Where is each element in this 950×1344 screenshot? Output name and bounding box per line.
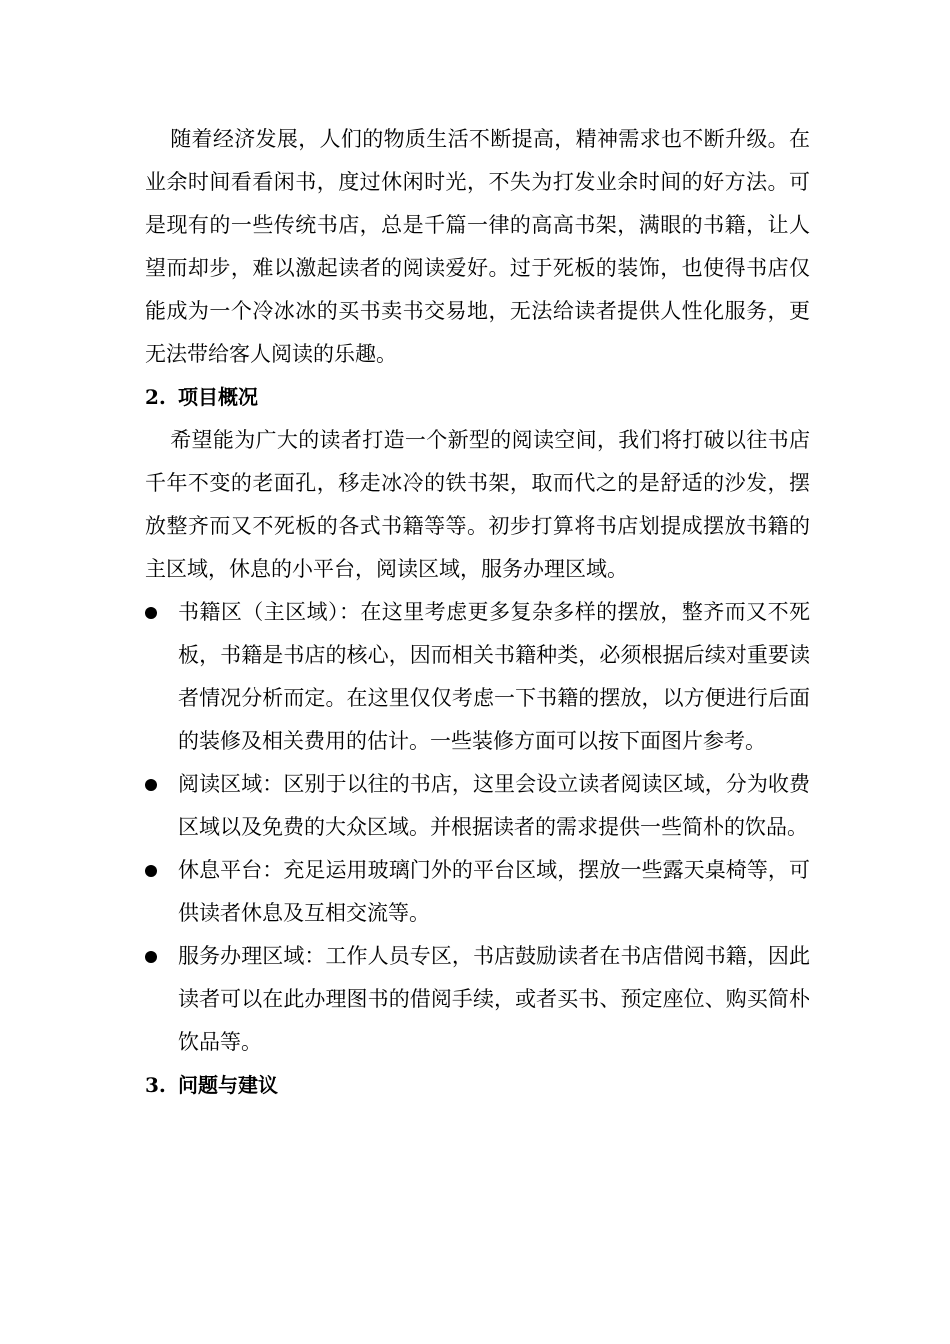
bullet-item-reading-area <box>145 763 810 849</box>
section-2-title: 项目概况 <box>178 385 258 409</box>
bullet-dot-icon <box>145 865 157 877</box>
bullet-dot-icon <box>145 607 157 619</box>
section-2-paragraph: 希望能为广大的读者打造一个新型的阅读空间，我们将打破以往书店千年不变的老面孔，移走冰冷的铁书架，取而代之的是舒适的沙发，摆放整齐而又不死板的各式书籍等等。初步打算将书店划提成摆放书籍的主区域，休息的小平台，阅读区域，服务办理区域。 <box>145 428 810 581</box>
bullet-text: 休息平台：充足运用玻璃门外的平台区域，摆放一些露天桌椅等，可供读者休息及互相交流等。 <box>178 858 810 925</box>
bullet-item-service-area <box>145 935 810 1064</box>
bullet-text: 阅读区域：区别于以往的书店，这里会设立读者阅读区域，分为收费区域以及免费的大众区域。并根据读者的需求提供一些简朴的饮品。 <box>178 772 810 839</box>
section-2-bullet-list <box>145 591 810 1064</box>
bullet-dot-icon <box>145 779 157 791</box>
bullet-dot-icon <box>145 951 157 963</box>
section-2-heading <box>145 376 810 419</box>
bullet-text: 书籍区（主区域）：在这里考虑更多复杂多样的摆放，整齐而又不死板，书籍是书店的核心，因而相关书籍种类，必须根据后续对重要读者情况分析而定。在这里仅仅考虑一下书籍的摆放，以方便进行后面的装修及相关费用的估计。一些装修方面可以按下面图片参考。 <box>178 600 810 753</box>
intro-paragraph: 随着经济发展，人们的物质生活不断提高，精神需求也不断升级。在业余时间看看闲书，度过休闲时光，不失为打发业余时间的好方法。可是现有的一些传统书店，总是千篇一律的高高书架，满眼的书籍，让人望而却步，难以激起读者的阅读爱好。过于死板的装饰，也使得书店仅能成为一个冷冰冰的买书卖书交易地，无法给读者提供人性化服务，更无法带给客人阅读的乐趣。 <box>145 127 810 366</box>
bullet-text: 服务办理区域：工作人员专区，书店鼓励读者在书店借阅书籍，因此读者可以在此办理图书的借阅手续，或者买书、预定座位、购买简朴饮品等。 <box>178 944 810 1054</box>
section-3-number: 3. <box>145 1073 166 1097</box>
section-2-number: 2. <box>145 385 166 409</box>
document-page <box>145 118 810 1107</box>
bullet-item-rest-platform <box>145 849 810 935</box>
section-3-title: 问题与建议 <box>178 1073 278 1097</box>
section-3-heading <box>145 1064 810 1107</box>
bullet-item-books-area <box>145 591 810 763</box>
